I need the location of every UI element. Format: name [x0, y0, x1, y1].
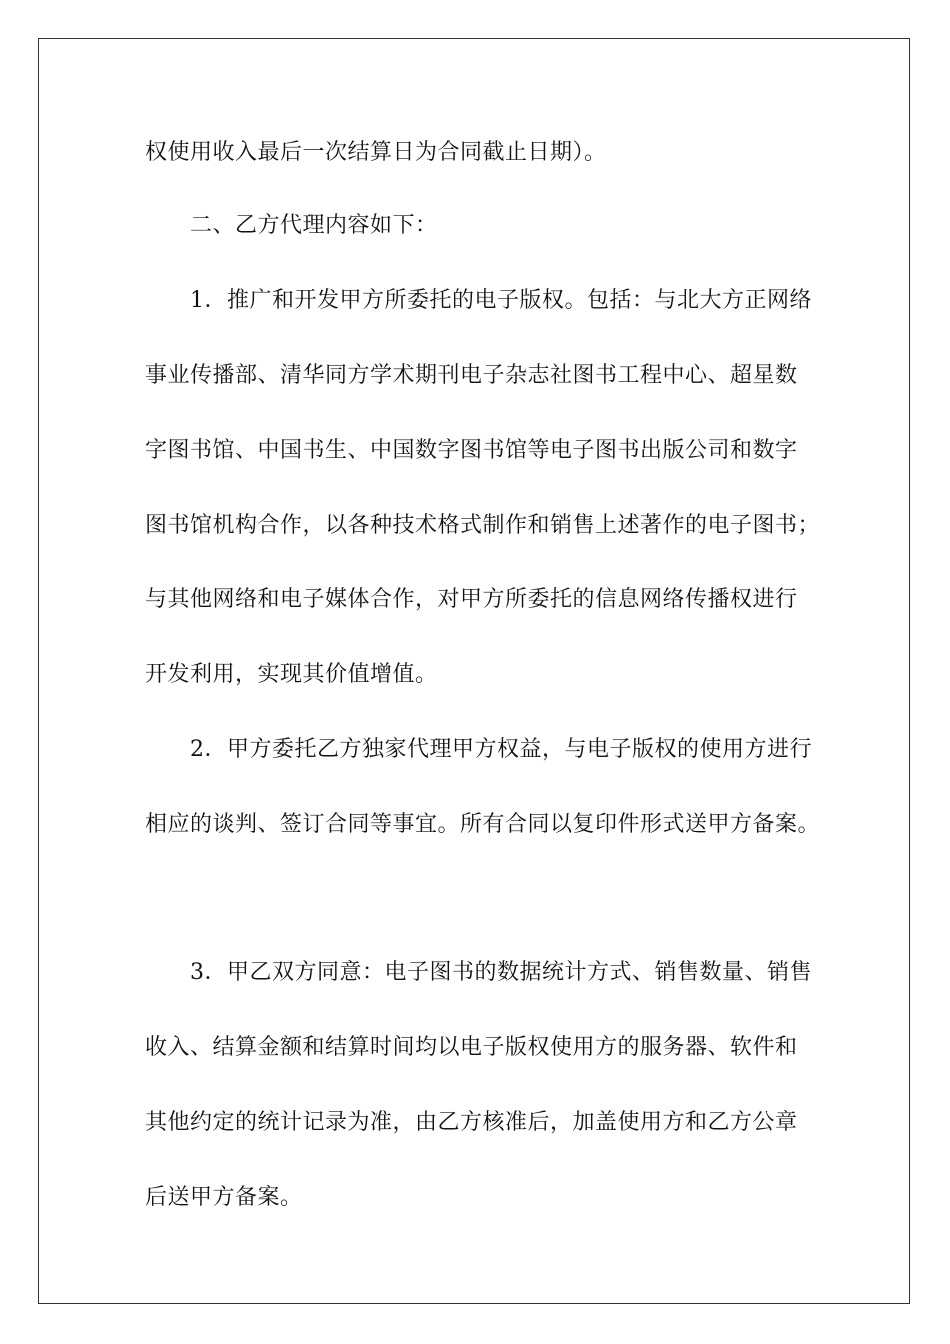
text-line: 事业传播部、清华同方学术期刊电子杂志社图书工程中心、超星数: [145, 363, 798, 388]
text-line: 与其他网络和电子媒体合作，对甲方所委托的信息网络传播权进行: [145, 587, 798, 612]
text-line: 权使用收入最后一次结算日为合同截止日期）。: [145, 140, 607, 165]
text-line: 其他约定的统计记录为准，由乙方核准后，加盖使用方和乙方公章: [145, 1110, 798, 1135]
text-line: 3．甲乙双方同意：电子图书的数据统计方式、销售数量、销售: [190, 960, 812, 985]
text-line: 字图书馆、中国书生、中国数字图书馆等电子图书出版公司和数字: [145, 438, 798, 463]
text-line: 后送甲方备案。: [145, 1185, 303, 1210]
text-line: 开发利用，实现其价值增值。: [145, 662, 438, 687]
text-line: 2．甲方委托乙方独家代理甲方权益，与电子版权的使用方进行: [190, 737, 812, 762]
text-line: 图书馆机构合作，以各种技术格式制作和销售上述著作的电子图书；: [145, 513, 821, 538]
text-line: 收入、结算金额和结算时间均以电子版权使用方的服务器、软件和: [145, 1035, 798, 1060]
text-line: 相应的谈判、签订合同等事宜。所有合同以复印件形式送甲方备案。: [145, 812, 821, 837]
text-line: 1．推广和开发甲方所委托的电子版权。包括：与北大方正网络: [190, 288, 812, 313]
section-heading: 二、乙方代理内容如下：: [190, 213, 438, 238]
